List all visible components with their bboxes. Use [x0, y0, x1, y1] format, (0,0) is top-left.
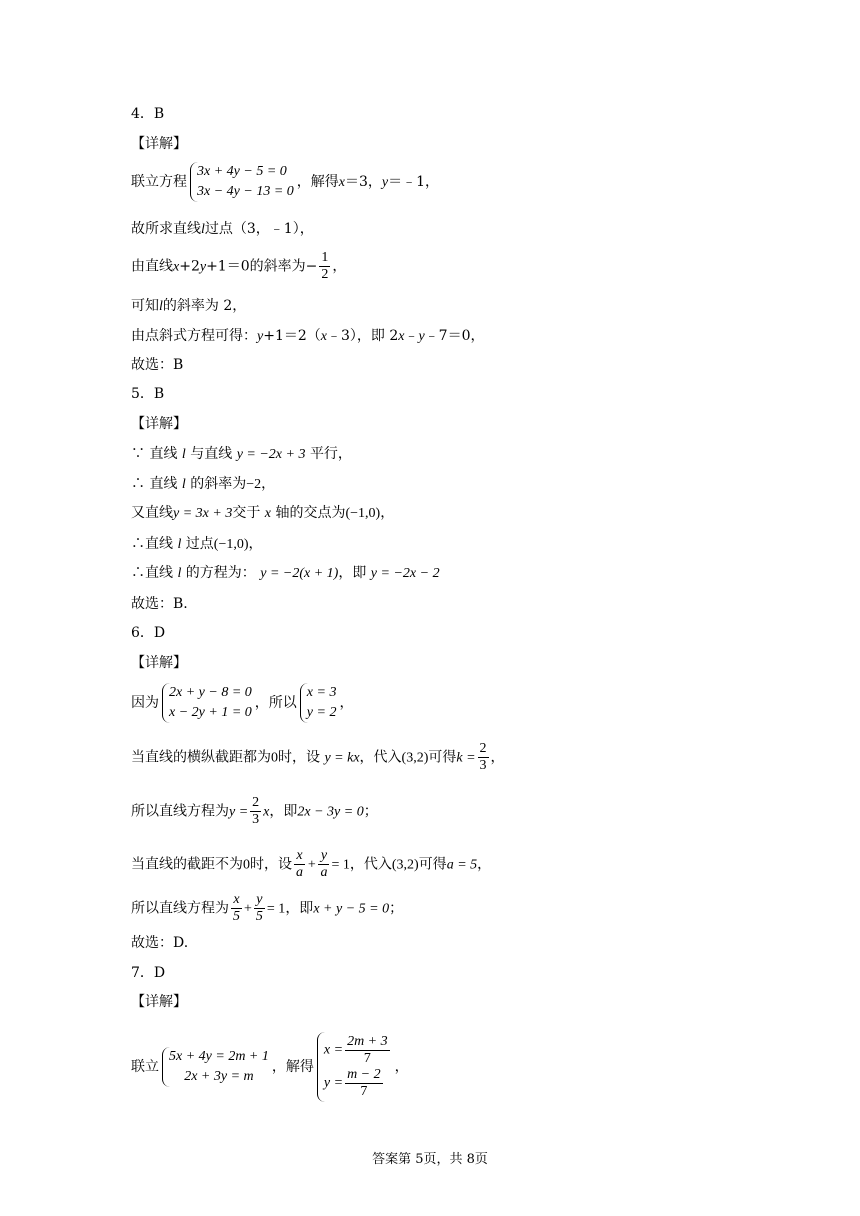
equation-system: x = 3 y = 2 — [300, 683, 337, 723]
solution-line: 由点斜式方程可得：y+1＝2（x﹣3），即 2x﹣y﹣7＝0， — [131, 328, 485, 344]
detail-heading: 【详解】 — [131, 655, 187, 671]
answer-choice: 故选：B. — [131, 596, 188, 612]
solution-line: 又直线y = 3x + 3交于 x 轴的交点为(−1,0)， — [131, 505, 395, 521]
question-5-answer: 5．B — [131, 386, 165, 402]
solution-line: 故所求直线l过点（3，﹣1）， — [131, 221, 314, 237]
answer-choice: 故选：D. — [131, 935, 189, 951]
solution-line: 联立 5x + 4y = 2m + 1 2x + 3y = m ，解得 x = $\frac{2m + 3}{7}$ y = $\frac{m - 2}{7}$ ， — [131, 1032, 409, 1102]
equation-system: 2x + y − 8 = 0 x − 2y + 1 = 0 — [162, 683, 252, 723]
solution-line: 因为 2x + y − 8 = 0 x − 2y + 1 = 0 ，所以 x = 3 y = 2 ， — [131, 683, 353, 723]
fraction: $\frac{2}{3}$ — [479, 741, 487, 773]
solution-line: ∴直线 l 的方程为： y = −2(x + 1)，即 y = −2x − 2 — [131, 565, 440, 581]
fraction: $\frac{1}{2}$ — [321, 250, 329, 282]
solution-line: 联立方程 3x + 4y − 5 = 0 3x − 4y − 13 = 0 ，解得x＝3，y＝﹣1， — [131, 162, 439, 202]
solution-line: 由直线x+2y+1＝0的斜率为− $\frac{1}{2}$ ， — [131, 250, 347, 282]
question-6-answer: 6．D — [131, 625, 166, 641]
equation-system: 3x + 4y − 5 = 0 3x − 4y − 13 = 0 — [190, 162, 294, 202]
solution-line: ∵ 直线 l 与直线 y = −2x + 3 平行， — [131, 446, 352, 462]
fraction: $\frac{2}{3}$ — [252, 795, 260, 827]
answer-choice: 故选：B — [131, 357, 184, 373]
equation-system: x = $\frac{2m + 3}{7}$ y = $\frac{m - 2}{7}$ — [317, 1032, 392, 1102]
solution-line: 当直线的截距不为0时，设 $\frac{x}{a}$ + $\frac{y}{a}$ = 1，代入(3,2)可得a = 5， — [131, 848, 492, 880]
question-7-answer: 7．D — [131, 965, 166, 981]
fraction: $\frac{x}{5}$ — [233, 892, 240, 924]
detail-heading: 【详解】 — [131, 994, 187, 1010]
solution-line: ∴直线 l 过点(−1,0)， — [131, 536, 263, 552]
fraction: $\frac{x}{a}$ — [296, 848, 303, 880]
fraction: $\frac{y}{a}$ — [320, 848, 328, 880]
solution-line: 所以直线方程为 $\frac{x}{5}$ + $\frac{y}{5}$ = 1，即x + y − 5 = 0； — [131, 892, 404, 924]
page-footer: 答案第 5页，共 8页 — [372, 1152, 488, 1167]
detail-heading: 【详解】 — [131, 136, 187, 152]
solution-line: 可知l的斜率为 2， — [131, 298, 247, 314]
question-4-answer: 4．B — [131, 106, 165, 122]
fraction: $\frac{y}{5}$ — [255, 892, 263, 924]
fraction: $\frac{m - 2}{7}$ — [347, 1067, 381, 1099]
fraction: $\frac{2m + 3}{7}$ — [347, 1034, 388, 1066]
solution-line: ∴ 直线 l 的斜率为−2， — [131, 476, 276, 492]
solution-line: 所以直线方程为y = $\frac{2}{3}$ x，即2x − 3y = 0； — [131, 795, 378, 827]
equation-system: 5x + 4y = 2m + 1 2x + 3y = m — [162, 1047, 269, 1087]
detail-heading: 【详解】 — [131, 416, 187, 432]
solution-line: 当直线的横纵截距都为0时，设 y = kx，代入(3,2)可得k = $\frac{2}{3}$ ， — [131, 741, 505, 773]
